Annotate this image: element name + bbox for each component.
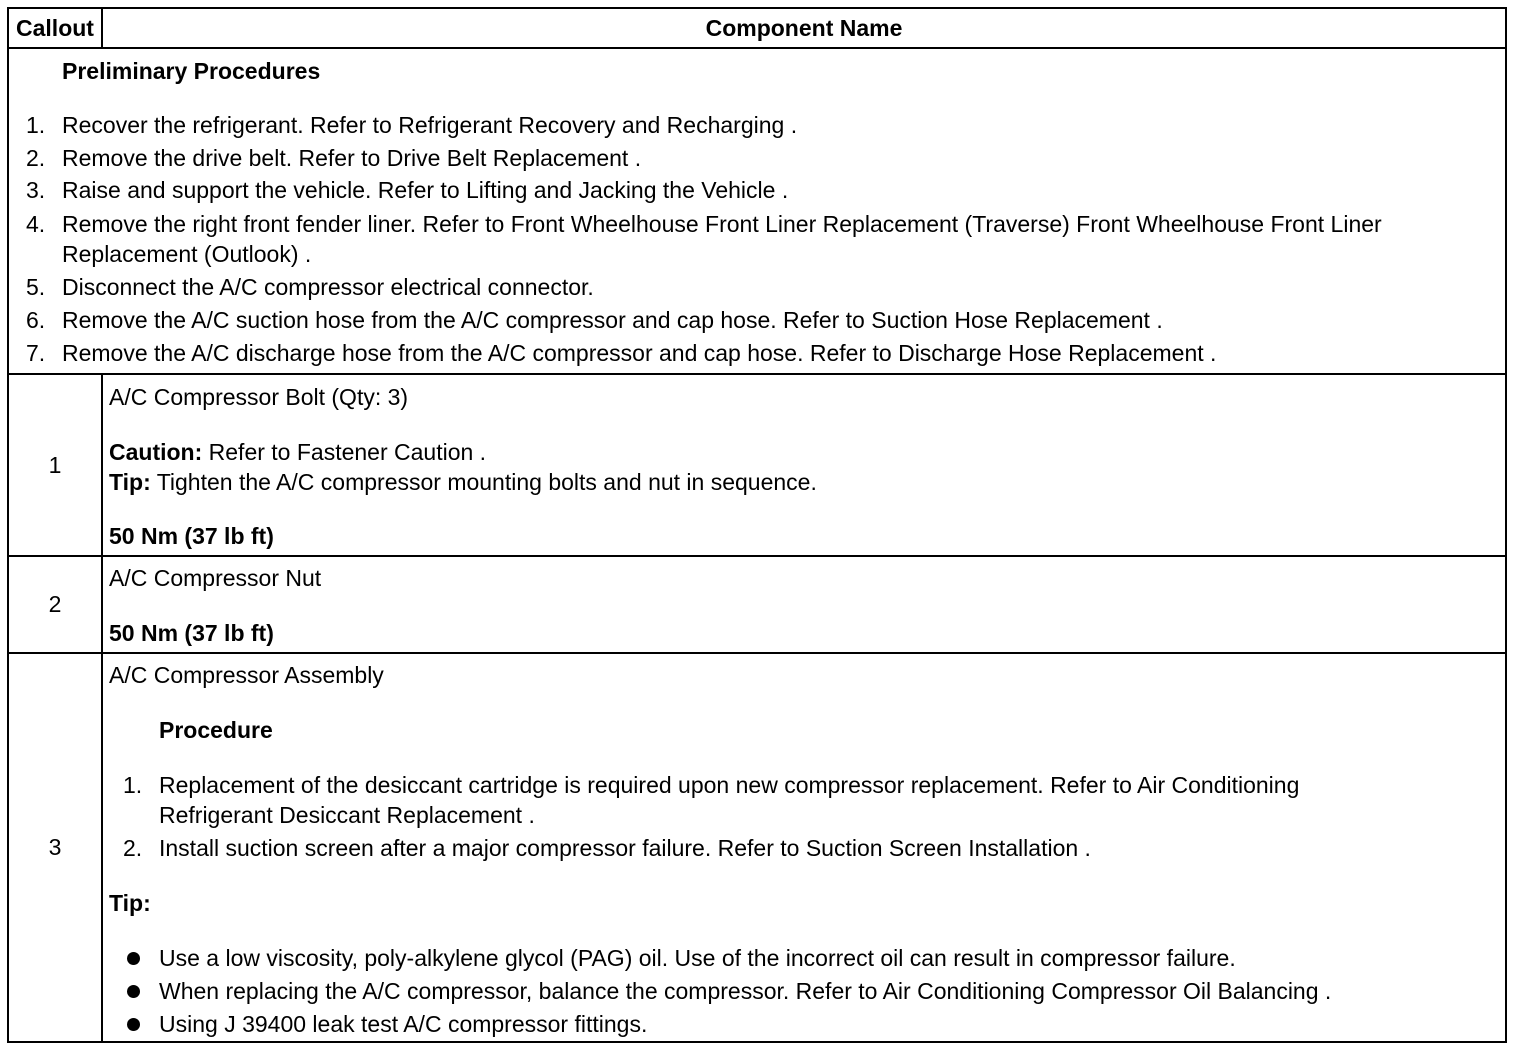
prelim-step-text: Remove the A/C suction hose from the A/C compressor and cap hose. Refer to Suction Hose Replacement . [62,307,1163,333]
component-cell [103,654,1505,1041]
prelim-step-text: Replacement (Outlook) . [62,241,312,267]
bullet-icon [127,1018,140,1031]
table-header [9,9,1505,49]
caution-text: Refer to Fastener Caution . [202,439,487,465]
tip-item: Use a low viscosity, poly-alkylene glycol (PAG) oil. Use of the incorrect oil can result in compressor failure. [159,945,1236,971]
component-cell [103,557,1505,652]
prelim-step-text: Remove the A/C discharge hose from the A/C compressor and cap hose. Refer to Discharge Hose Replacement . [62,340,1217,366]
procedure-step-num: 1. [123,772,143,798]
table-row [9,654,1505,1041]
prelim-step-text: Raise and support the vehicle. Refer to Lifting and Jacking the Vehicle . [62,177,789,203]
tip-line [109,467,817,497]
table-row [9,557,1505,654]
prelim-step-num: 2. [26,145,46,171]
prelim-step-text: Disconnect the A/C compressor electrical connector. [62,274,594,300]
tip-label: Tip: [109,890,151,916]
preliminary-title: Preliminary Procedures [62,58,321,84]
component-name: A/C Compressor Assembly [109,662,384,688]
prelim-step-text: Remove the drive belt. Refer to Drive Belt Replacement . [62,145,642,171]
caution-label: Caution: [109,439,203,465]
procedure-step-num: 2. [123,835,143,861]
prelim-step-text: Recover the refrigerant. Refer to Refrigerant Recovery and Recharging . [62,112,798,138]
torque-spec: 50 Nm (37 lb ft) [109,620,274,646]
tip-text: Tighten the A/C compressor mounting bolts and nut in sequence. [150,469,817,495]
prelim-step-num: 5. [26,274,46,300]
procedure-step-text: Replacement of the desiccant cartridge is required upon new compressor replacement. Refer to Air Conditioning [159,772,1300,798]
table-row [9,375,1505,557]
bullet-icon [127,985,140,998]
torque-spec: 50 Nm (37 lb ft) [109,523,274,549]
component-name: A/C Compressor Bolt (Qty: 3) [109,384,409,410]
procedure-title: Procedure [159,717,273,743]
prelim-step-text: Remove the right front fender liner. Refer to Front Wheelhouse Front Liner Replacement (Traverse) Front Wheelhouse Front Liner [62,211,1382,237]
prelim-step-num: 3. [26,177,46,203]
callout-number: 3 [9,654,103,1041]
procedure-step-text: Refrigerant Desiccant Replacement . [159,802,535,828]
procedure-step-text: Install suction screen after a major compressor failure. Refer to Suction Screen Installation . [159,835,1091,861]
prelim-step-num: 4. [26,211,46,237]
component-name: A/C Compressor Nut [109,565,322,591]
preliminary-procedures-section [9,49,1505,375]
caution-line [109,437,486,467]
prelim-step-num: 6. [26,307,46,333]
callout-number: 1 [9,375,103,555]
tip-label: Tip: [109,469,151,495]
component-cell [103,375,1505,555]
component-table [7,7,1507,1043]
bullet-icon [127,952,140,965]
tip-item: When replacing the A/C compressor, balance the compressor. Refer to Air Conditioning Compressor Oil Balancing . [159,978,1332,1004]
prelim-step-num: 7. [26,340,46,366]
tip-item: Using J 39400 leak test A/C compressor fittings. [159,1011,648,1037]
header-component-name: Component Name [705,15,903,41]
header-callout: Callout [9,9,103,47]
prelim-step-num: 1. [26,112,46,138]
callout-number: 2 [9,557,103,652]
